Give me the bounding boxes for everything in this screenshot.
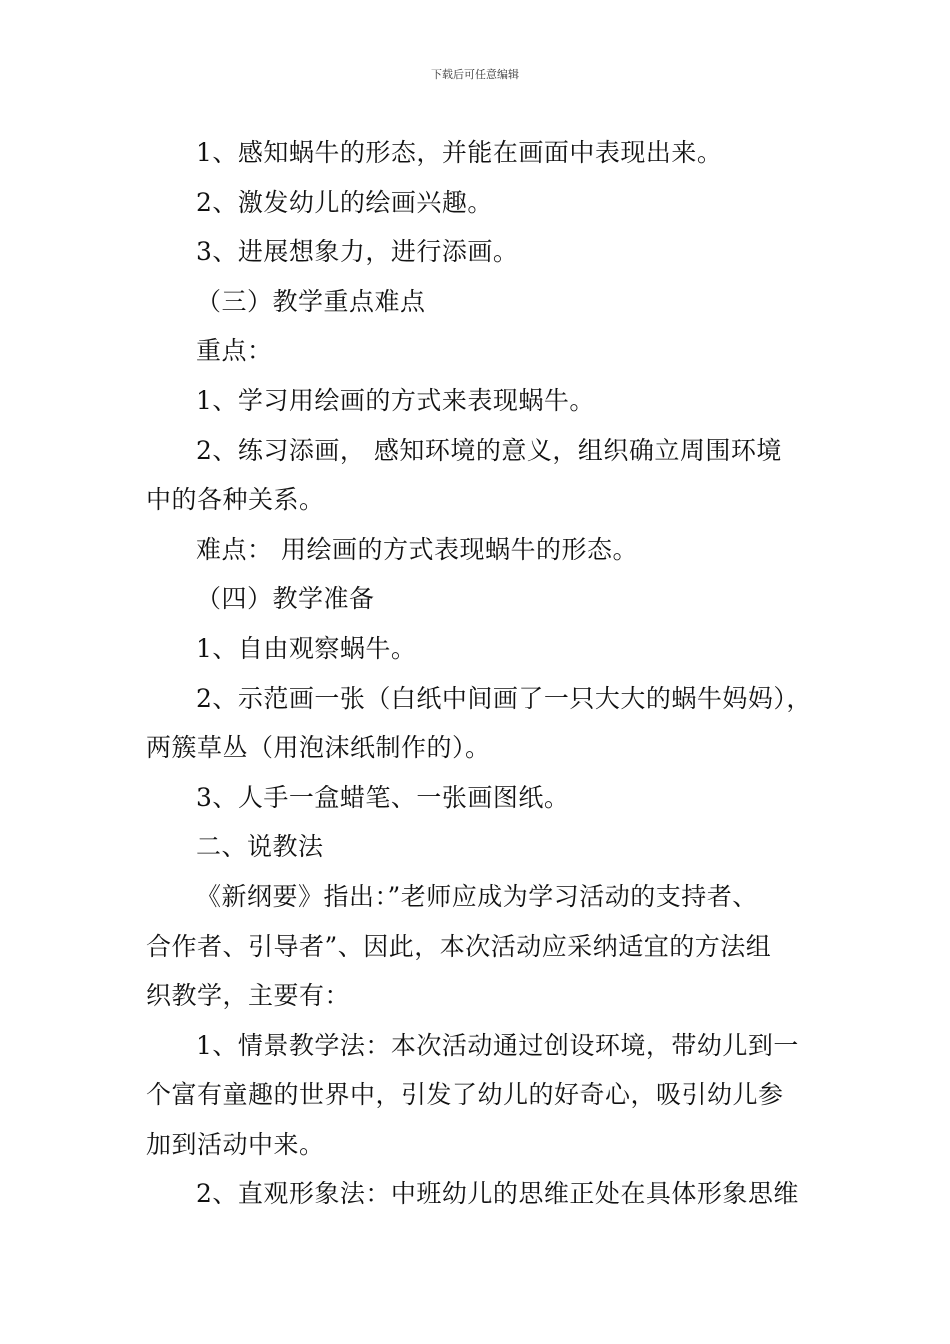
paragraph-line: 两簇草丛（用泡沫纸制作的）。 xyxy=(146,733,491,763)
paragraph-line: 3、人手一盒蜡笔、一张画图纸。 xyxy=(196,782,570,812)
section-heading: （三）教学重点难点 xyxy=(196,286,426,316)
paragraph-line: 合作者、引导者”、因此，本次活动应采纳适宜的方法组 xyxy=(146,931,772,961)
paragraph-line: 重点： xyxy=(196,336,273,366)
paragraph-line: 加到活动中来。 xyxy=(146,1129,325,1159)
paragraph-line: 2、激发幼儿的绘画兴趣。 xyxy=(196,187,493,217)
paragraph-line: 中的各种关系。 xyxy=(146,485,325,515)
document-body xyxy=(146,128,818,1219)
paragraph-line: 2、直观形象法：中班幼儿的思维正处在具体形象思维 xyxy=(196,1179,799,1209)
paragraph-line: 1、感知蜗牛的形态，并能在画面中表现出来。 xyxy=(196,138,723,167)
paragraph-line: 1、情景教学法：本次活动通过创设环境，带幼儿到一 xyxy=(196,1030,799,1060)
paragraph-line: 织教学，主要有： xyxy=(146,981,351,1011)
paragraph-line: 《新纲要》指出：”老师应成为学习活动的支持者、 xyxy=(196,881,758,911)
section-heading: （四）教学准备 xyxy=(196,584,375,614)
paragraph-line: 1、自由观察蜗牛。 xyxy=(196,633,417,663)
page-header: 下载后可任意编辑 xyxy=(431,68,519,81)
paragraph-line: 难点： 用绘画的方式表现蜗牛的形态。 xyxy=(196,534,638,564)
section-heading: 二、说教法 xyxy=(196,832,324,862)
paragraph-line: 1、学习用绘画的方式来表现蜗牛。 xyxy=(196,385,595,415)
paragraph-line: 个富有童趣的世界中，引发了幼儿的好奇心，吸引幼儿参 xyxy=(146,1080,784,1110)
paragraph-line: 2、示范画一张（白纸中间画了一只大大的蜗牛妈妈）， xyxy=(196,683,812,713)
paragraph-line: 2、练习添画， 感知环境的意义，组织确立周围环境 xyxy=(196,435,782,465)
paragraph-line: 3、进展想象力，进行添画。 xyxy=(196,237,519,267)
